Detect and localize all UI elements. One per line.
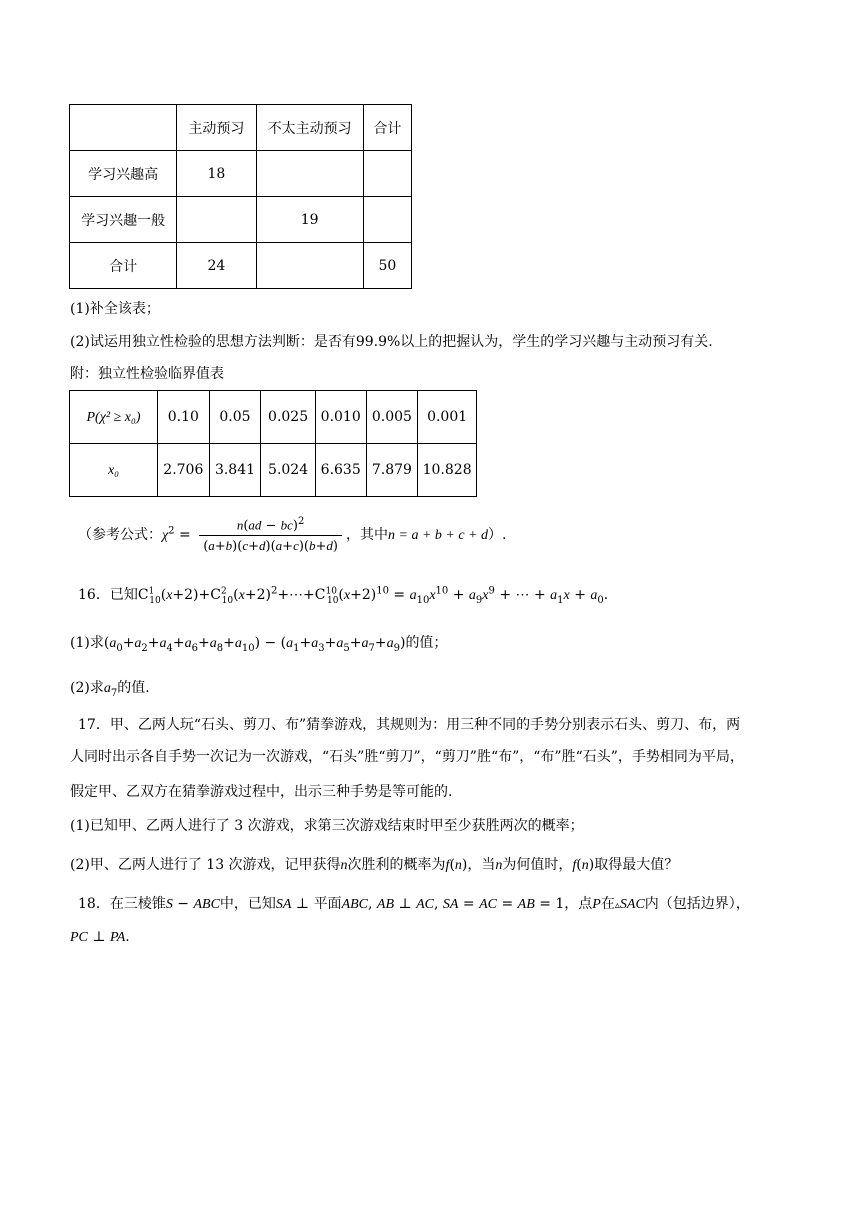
q17-part1: (1)已知甲、乙两人进行了 3 次游戏，求第三次游戏结束时甲至少获胜两次的概率；	[70, 818, 584, 834]
table-cell: 10.828	[418, 444, 477, 497]
table-cell: 7.879	[366, 444, 418, 497]
q16-part1-suffix: 的值；	[405, 635, 448, 651]
table-cell: 6.635	[315, 444, 366, 497]
table-cell: 0.05	[209, 391, 261, 444]
q16-part2: (2)求$a_7$的值.	[70, 680, 150, 699]
table-cell: 学习兴趣高	[70, 151, 177, 197]
reference-formula: （参考公式：$\chi^2$ = $\frac{n(ad - bc)^2}{(a+b)(c+d)(a+c)(b+d)}$ ，其中n = a + b + c + d）.	[78, 516, 507, 555]
q17-line3: 假定甲、乙双方在猜拳游戏过程中，出示三种手势是等可能的.	[70, 784, 453, 800]
q18-line1: 18．在三棱锥S − ABC中，已知SA ⊥ 平面ABC, AB ⊥ AC, SA = AC = AB = 1，点P在▵SAC内（包括边界），	[78, 896, 750, 912]
table-cell: 50	[363, 243, 411, 289]
q17-part2: (2)甲、乙两人进行了 13 次游戏，记甲获得n次胜利的概率为f(n)，当n为何值时，f(n)取得最大值？	[70, 857, 679, 873]
q18-mid3: ，点	[564, 896, 593, 912]
q18-line2: PC ⊥ PA.	[70, 929, 130, 945]
contingency-table	[69, 104, 412, 289]
critical-value-table	[69, 390, 477, 497]
table-cell	[70, 105, 177, 151]
table-row-label: x₀	[70, 444, 158, 497]
q15-part2: (2)试运用独立性检验的思想方法判断：是否有99.9%以上的把握认为，学生的学习兴趣与主动预习有关.	[70, 334, 713, 350]
formula-n: n = a + b + c + d	[388, 528, 489, 544]
table-cell: 学习兴趣一般	[70, 197, 177, 243]
q16-prefix: 16．已知	[78, 587, 138, 603]
table-row	[70, 391, 477, 444]
table-cell: 不太主动预习	[256, 105, 363, 151]
q18-mid5: 内（包括边界），	[644, 896, 750, 912]
table-row-label: P(χ² ≥ x₀)	[70, 391, 158, 444]
formula-suffix: ，其中	[346, 527, 388, 544]
formula-prefix: （参考公式：	[78, 527, 162, 544]
table-cell: 5.024	[261, 444, 316, 497]
table-row	[70, 243, 412, 289]
table-cell: 合计	[70, 243, 177, 289]
table-cell: 2.706	[158, 444, 210, 497]
table-cell: 0.005	[366, 391, 418, 444]
table-cell	[363, 151, 411, 197]
table-cell: 0.010	[315, 391, 366, 444]
table-cell	[363, 197, 411, 243]
table-cell: 24	[177, 243, 256, 289]
table-cell	[177, 197, 256, 243]
table-row	[70, 444, 477, 497]
q16-part2-prefix: (2)求	[70, 680, 104, 696]
q18-end: .	[125, 929, 130, 945]
q17-part2-a: (2)甲、乙两人进行了 13 次游戏，记甲获得	[70, 857, 341, 873]
table-cell	[256, 151, 363, 197]
q15-part1: (1)补全该表；	[70, 301, 160, 317]
formula-end: ）.	[488, 527, 507, 544]
q16-part1-prefix: (1)求	[70, 635, 104, 651]
q17-part2-c: ，当	[467, 857, 496, 873]
table-header-row	[70, 105, 412, 151]
table-cell	[256, 243, 363, 289]
table-cell: 3.841	[209, 444, 261, 497]
q16-part2-suffix: 的值.	[117, 680, 150, 696]
table-cell: 19	[256, 197, 363, 243]
q15-appendix: 附：独立性检验临界值表	[70, 366, 224, 382]
q18-mid2: 平面	[313, 896, 342, 912]
table-cell: 合计	[363, 105, 411, 151]
q16-part1: (1)求$(a_0+a_2+a_4+a_6+a_8+a_{10}) - (a_1+a_3+a_5+a_7+a_9)$的值；	[70, 635, 448, 654]
table-cell: 0.001	[418, 391, 477, 444]
chi-square-fraction: $\frac{n(ad - bc)^2}{(a+b)(c+d)(a+c)(b+d)}$	[199, 516, 342, 554]
table-row	[70, 151, 412, 197]
q17-line1: 17．甲、乙两人玩“石头、剪刀、布”猜拳游戏，其规则为：用三种不同的手势分别表示石头、剪刀、布，两	[78, 717, 741, 733]
table-cell: 18	[177, 151, 256, 197]
table-cell: 0.025	[261, 391, 316, 444]
q17-part2-d: 为何值时，	[502, 857, 573, 873]
q17-line2: 人同时出示各自手势一次记为一次游戏，“石头”胜“剪刀”，“剪刀”胜“布”，“布”胜“石头”，手势相同为平局，	[70, 749, 744, 765]
q18-mid4: 在	[600, 896, 615, 912]
q17-part2-b: 次胜利的概率为	[347, 857, 446, 873]
q16-stem: 16．已知$C^1_{10}(x+2)+C^2_{10}(x+2)^2+\cdots+C^{10}_{10}(x+2)^{10} = a_{10}x^{10} + a_9x^9$ + ⋯ + $a_1x + a_0$.	[78, 585, 609, 606]
q17-part2-e: 取得最大值？	[594, 857, 679, 873]
table-cell: 0.10	[158, 391, 210, 444]
table-row	[70, 197, 412, 243]
q18-prefix: 18．在三棱锥	[78, 896, 166, 912]
q18-mid1: 中，已知	[219, 896, 276, 912]
table-cell: 主动预习	[177, 105, 256, 151]
